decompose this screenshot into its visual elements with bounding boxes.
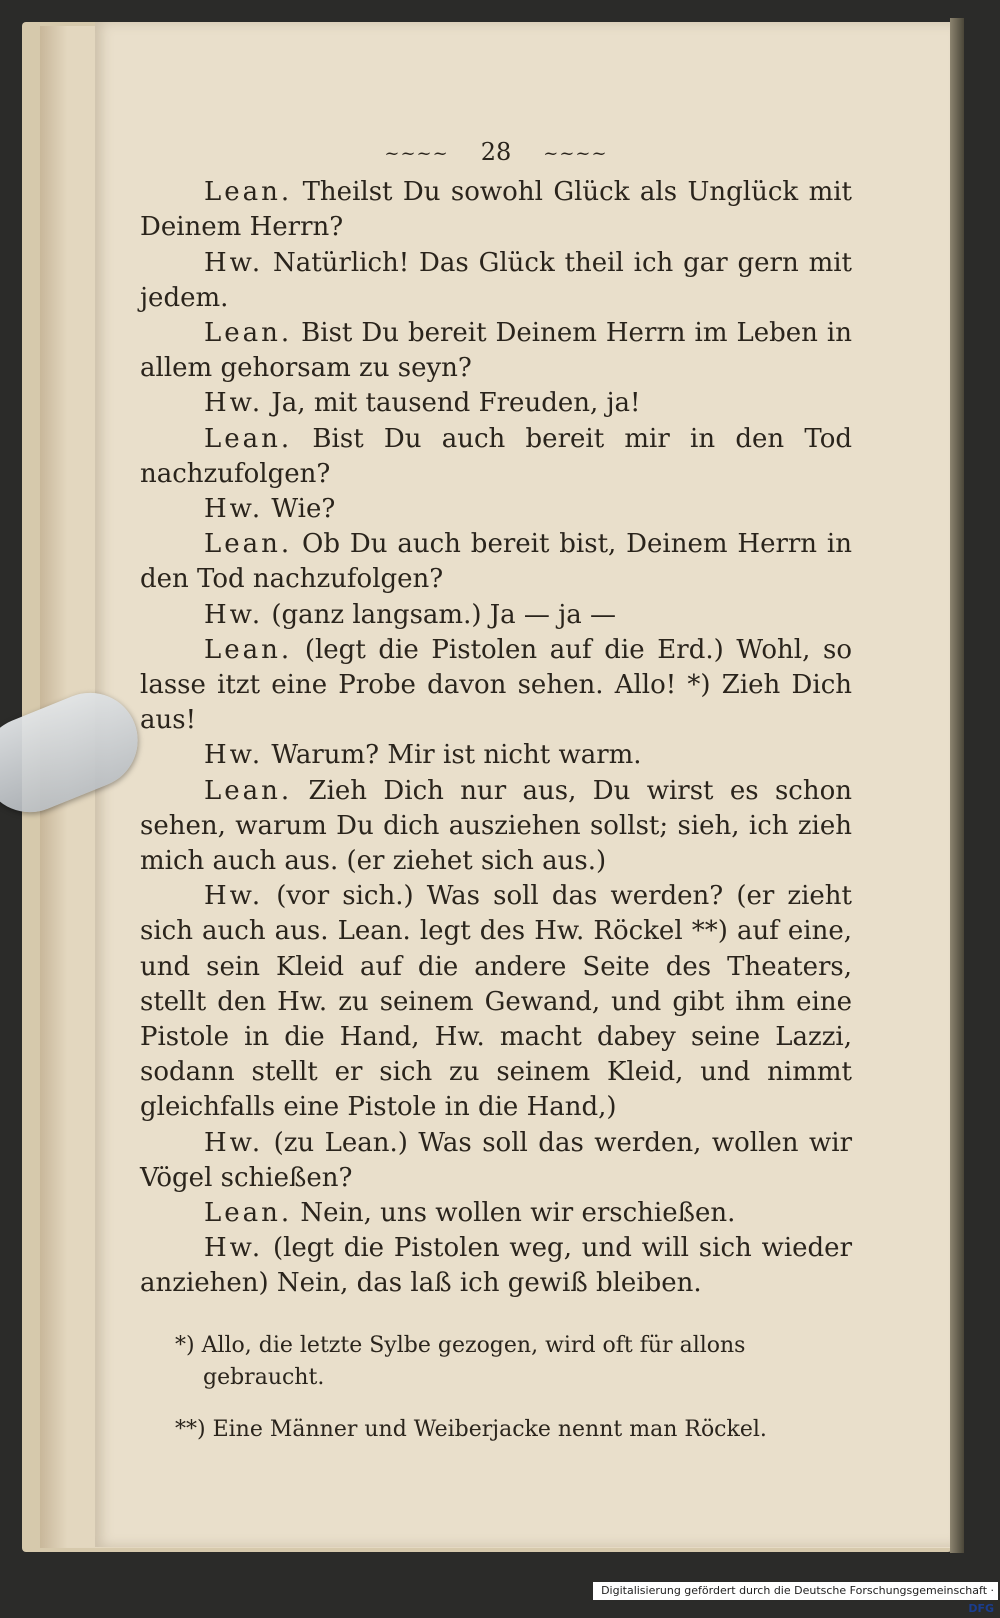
speaker-name: Hw. (204, 740, 264, 771)
line-text: Ja, mit tausend Freuden, ja! (263, 388, 641, 419)
dialogue-line (140, 1196, 852, 1231)
line-text: Natürlich! Das Glück theil ich gar gern mit jedem. (140, 247, 852, 313)
speaker-name: Hw. (204, 599, 264, 630)
line-text: (vor sich.) Was soll das werden? (er zieht sich auch aus. Lean. legt des Hw. Röckel **) auf eine, und sein Kleid auf die andere Seite des Theaters, stellt den Hw. zu seinem Gewand, und gibt ihm eine Pistole in die Hand, Hw. macht dabey seine Lazzi, sodann stellt er sich zu seinem Kleid, und nimmt gleichfalls eine Pistole in die Hand,) (140, 881, 852, 1123)
speaker-name: Lean. (204, 529, 293, 560)
dialogue-line (140, 175, 852, 245)
speaker-name: Hw. (204, 1233, 264, 1264)
speaker-name: Hw. (204, 247, 264, 278)
footer-text: Digitalisierung gefördert durch die Deutsche Forschungsgemeinschaft · (601, 1584, 994, 1597)
line-text: Bist Du bereit Deinem Herrn im Leben in allem gehorsam zu seyn? (140, 317, 852, 384)
line-text: Wie? (263, 493, 336, 524)
speaker-name: Lean. (204, 177, 293, 208)
line-text: (legt die Pistolen weg, und will sich wieder anziehen) Nein, das laß ich gewiß bleiben. (140, 1233, 852, 1299)
dialogue (140, 175, 852, 1302)
dialogue-line (140, 316, 852, 386)
line-text: Warum? Mir ist nicht warm. (263, 740, 642, 771)
dialogue-line (140, 246, 852, 316)
dialogue-line (140, 633, 852, 739)
dialogue-line (140, 774, 852, 880)
page-body (140, 135, 852, 1302)
dialogue-line (140, 1231, 852, 1301)
speaker-name: Hw. (204, 388, 264, 419)
page-right-edge (950, 18, 964, 1553)
speaker-name: Lean. (204, 634, 293, 665)
line-text: Zieh Dich nur aus, Du wirst es schon sehen, warum Du dich ausziehen sollst; sieh, ich zieh mich auch aus. (er ziehet sich aus.) (140, 775, 852, 876)
dialogue-line (140, 1126, 852, 1196)
speaker-name: Lean. (204, 423, 293, 454)
footnotes (175, 1330, 855, 1466)
dialogue-line (140, 386, 852, 421)
line-text: Theilst Du sowohl Glück als Unglück mit Deinem Herrn? (140, 177, 852, 243)
speaker-name: Hw. (204, 493, 264, 524)
dfg-logo: DFG (968, 1602, 994, 1615)
speaker-name: Lean. (204, 317, 293, 348)
line-text: (ganz langsam.) Ja — ja — (263, 599, 617, 630)
page-number: ~~~~ 28 ~~~~ (384, 138, 608, 166)
dialogue-line (140, 527, 852, 597)
dialogue-line (140, 492, 852, 527)
digitization-footer (593, 1582, 998, 1615)
line-text: (legt die Pistolen auf die Erd.) Wohl, so lasse itzt eine Probe davon sehen. Allo! *) Zieh Dich aus! (140, 634, 852, 736)
line-text: Bist Du auch bereit mir in den Tod nachzufolgen? (140, 423, 852, 489)
speaker-name: Lean. (204, 1197, 293, 1228)
dialogue-line (140, 738, 852, 773)
dialogue-line (140, 598, 852, 633)
speaker-name: Hw. (204, 881, 264, 912)
speaker-name: Hw. (204, 1127, 264, 1158)
speaker-name: Lean. (204, 775, 293, 806)
line-text: Nein, uns wollen wir erschießen. (292, 1197, 736, 1228)
footnote: *) Allo, die letzte Sylbe gezogen, wird oft für allons gebraucht. (175, 1333, 746, 1390)
line-text: Ob Du auch bereit bist, Deinem Herrn in den Tod nachzufolgen? (140, 529, 852, 595)
dialogue-line (140, 879, 852, 1125)
line-text: (zu Lean.) Was soll das werden, wollen wir Vögel schießen? (140, 1127, 852, 1193)
dialogue-line (140, 422, 852, 492)
footnote: **) Eine Männer und Weiberjacke nennt man Röckel. (175, 1417, 767, 1442)
